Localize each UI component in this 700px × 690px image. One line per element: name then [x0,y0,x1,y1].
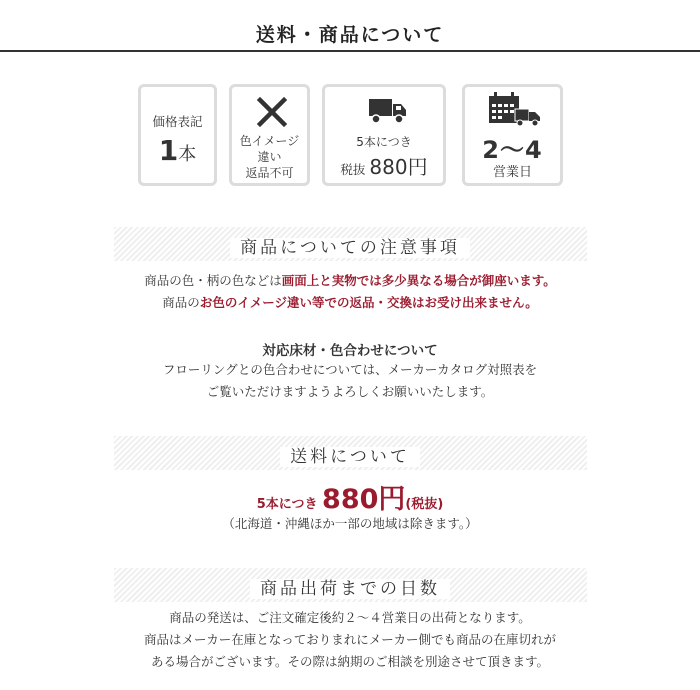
floor-color-line-1: フローリングとの色合わせについては、メーカーカタログ対照表を [162,362,538,377]
delivery-days-badge [462,84,563,186]
notice-line-2-plain: 商品の [162,295,200,310]
notice-line-1-emphasis: 画面上と実物では多少異なる場合が御座います。 [281,273,556,288]
shipping-price-suffix: (税抜) [405,497,444,512]
delivery-line-2: 商品はメーカー在庫となっておりまれにメーカー側でも商品の在庫切れが [143,632,556,647]
shipping-price-prefix: 5本につき [256,497,318,512]
price-label-unit: 本 [178,144,197,165]
notice-section-title: 商品についての注意事項 [0,233,700,258]
price-label-value [141,134,214,167]
calendar-truck-icon [487,92,543,128]
color-notice-badge [229,84,310,186]
page-title: 送料・商品について [255,24,445,46]
price-label-number: 1 [158,134,179,167]
cross-icon [256,96,288,128]
page-header [0,0,700,52]
color-notice-line: 色イメージ [239,134,300,148]
price-label-badge [138,84,217,186]
delivery-line-1: 商品の発送は、ご注文確定後約２～４営業日の出荷となります。 [169,610,531,625]
color-notice-text [232,133,307,181]
shipping-badge [322,84,446,186]
shipping-badge-unit: 5本につき [356,135,412,149]
shipping-exclusion-note: （北海道・沖縄ほか一部の地域は除きます。） [222,516,478,531]
price-label-caption: 価格表記 [152,114,203,129]
truck-icon [368,97,408,125]
color-notice-line: 返品不可 [245,166,294,180]
shipping-price: 880円 [322,484,406,515]
delivery-section-title: 商品出荷までの日数 [0,574,700,599]
shipping-badge-prefix: 税抜 [340,162,366,177]
floor-color-heading: 対応床材・色合わせについて [262,343,438,359]
floor-color-line-2: ご覧いただけますようよろしくお願いいたします。 [206,384,494,399]
delivery-line-3: ある場合がございます。その際は納期のご相談を別途させて頂きます。 [150,654,549,669]
shipping-badge-price-row [325,151,443,180]
delivery-days-unit: 営業日 [492,165,532,180]
notice-line-2-emphasis: お色のイメージ違い等での返品・交換はお受け出来ません。 [199,295,538,310]
shipping-price-line [0,477,700,516]
notice-line-1-plain: 商品の色・柄の色などは [144,273,282,288]
delivery-days-value: 2～4 [482,136,543,164]
color-notice-line: 違い [257,150,282,164]
notice-line-1 [0,271,700,289]
shipping-badge-price: 880円 [369,155,428,179]
header-divider [0,50,700,52]
notice-line-2 [0,293,700,311]
shipping-section-title: 送料について [0,442,700,467]
